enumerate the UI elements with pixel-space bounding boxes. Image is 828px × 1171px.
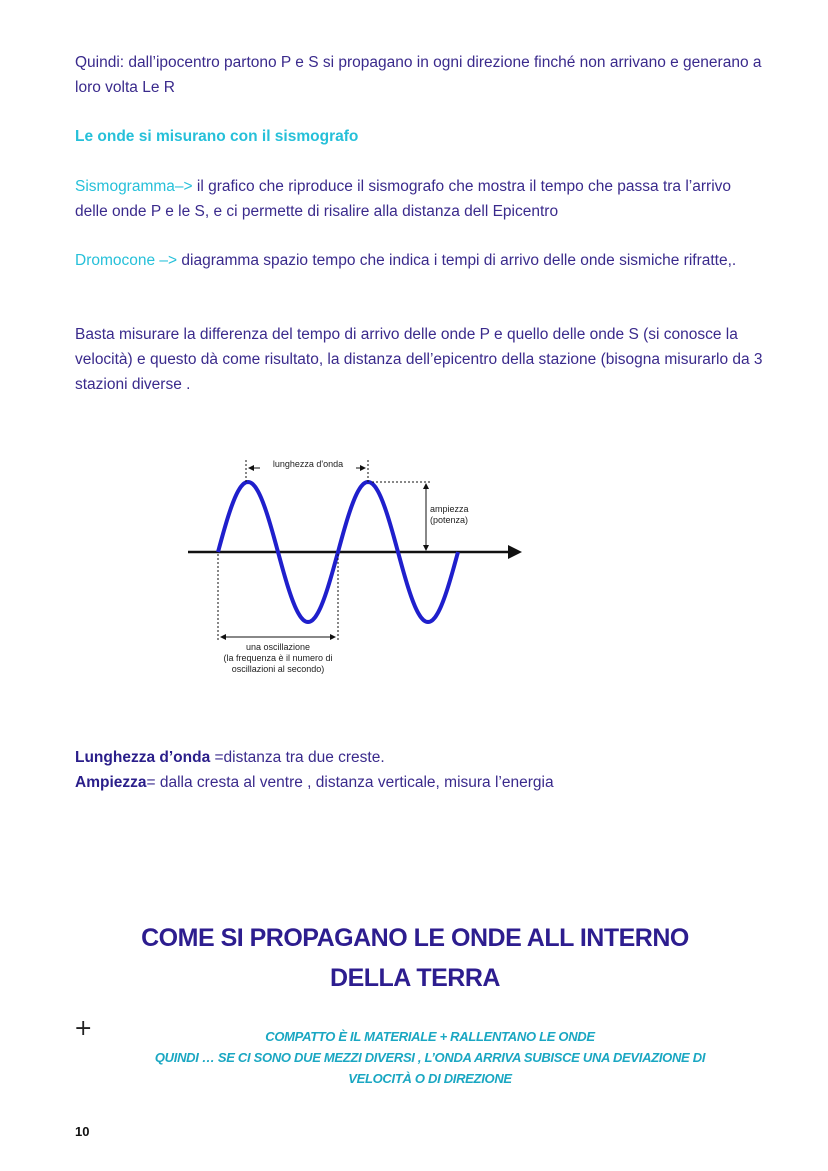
amplitude-definition bbox=[75, 770, 765, 795]
note-line2: QUINDI … SE CI SONO DUE MEZZI DIVERSI , L’ONDA ARRIVA SUBISCE UNA DEVIAZIONE DI bbox=[154, 1050, 706, 1065]
amplitude-text: = dalla cresta al ventre , distanza verticale, misura l’energia bbox=[146, 774, 554, 791]
sismogramma-paragraph bbox=[75, 174, 765, 224]
section-heading: Le onde si misurano con il sismografo bbox=[75, 128, 359, 145]
arrowhead-icon bbox=[423, 483, 429, 489]
page-number: 10 bbox=[75, 1124, 90, 1139]
amplitude-term: Ampiezza bbox=[75, 774, 147, 791]
section-title-line2: DELLA TERRA bbox=[330, 964, 500, 992]
note-line1: COMPATTO È IL MATERIALE + RALLENTANO LE ONDE bbox=[265, 1029, 595, 1044]
arrowhead-icon bbox=[248, 465, 254, 471]
note-line3: VELOCITÀ O DI DIREZIONE bbox=[348, 1071, 512, 1086]
arrowhead-icon bbox=[330, 634, 336, 640]
wavelength-label: lunghezza d'onda bbox=[272, 459, 344, 469]
wave-diagram bbox=[180, 448, 530, 688]
wavelength-text: =distanza tra due creste. bbox=[210, 749, 385, 766]
amplitude-label: ampiezza bbox=[430, 504, 469, 514]
section-title-line1: COME SI PROPAGANO LE ONDE ALL INTERNO bbox=[141, 924, 689, 952]
arrowhead-icon bbox=[423, 545, 429, 551]
intro-paragraph: Quindi: dall’ipocentro partono P e S si propagano in ogni direzione finché non arrivano e generano a loro volta Le R bbox=[75, 54, 762, 96]
arrowhead-icon bbox=[360, 465, 366, 471]
frequency-label-line2: oscillazioni al secondo) bbox=[231, 664, 325, 674]
dromocone-term: Dromocone –> bbox=[75, 252, 178, 269]
dromocone-paragraph bbox=[75, 248, 765, 273]
oscillation-label: una oscillazione bbox=[245, 642, 311, 652]
measurement-paragraph: Basta misurare la differenza del tempo di arrivo delle onde P e quello delle onde S (si conosce la velocità) e questo dà come risultato, la distanza dell’epicentro della stazione (bisogna misurarlo da 3 stazioni diverse . bbox=[75, 326, 763, 393]
wavelength-definition bbox=[75, 745, 765, 770]
sismogramma-term: Sismogramma–> bbox=[75, 178, 193, 195]
axis-arrow-icon bbox=[508, 545, 522, 559]
amplitude-sublabel: (potenza) bbox=[430, 515, 469, 525]
wavelength-term: Lunghezza d’onda bbox=[75, 749, 211, 766]
plus-icon: + bbox=[74, 1016, 93, 1041]
dromocone-text: diagramma spazio tempo che indica i tempi di arrivo delle onde sismiche rifratte,. bbox=[177, 252, 737, 269]
frequency-label-line1: (la frequenza è il numero di bbox=[223, 653, 333, 663]
arrowhead-icon bbox=[220, 634, 226, 640]
sismogramma-text: il grafico che riproduce il sismografo che mostra il tempo che passa tra l’arrivo delle onde P e le S, e ci permette di risalire alla distanza dell Epicentro bbox=[75, 178, 732, 220]
